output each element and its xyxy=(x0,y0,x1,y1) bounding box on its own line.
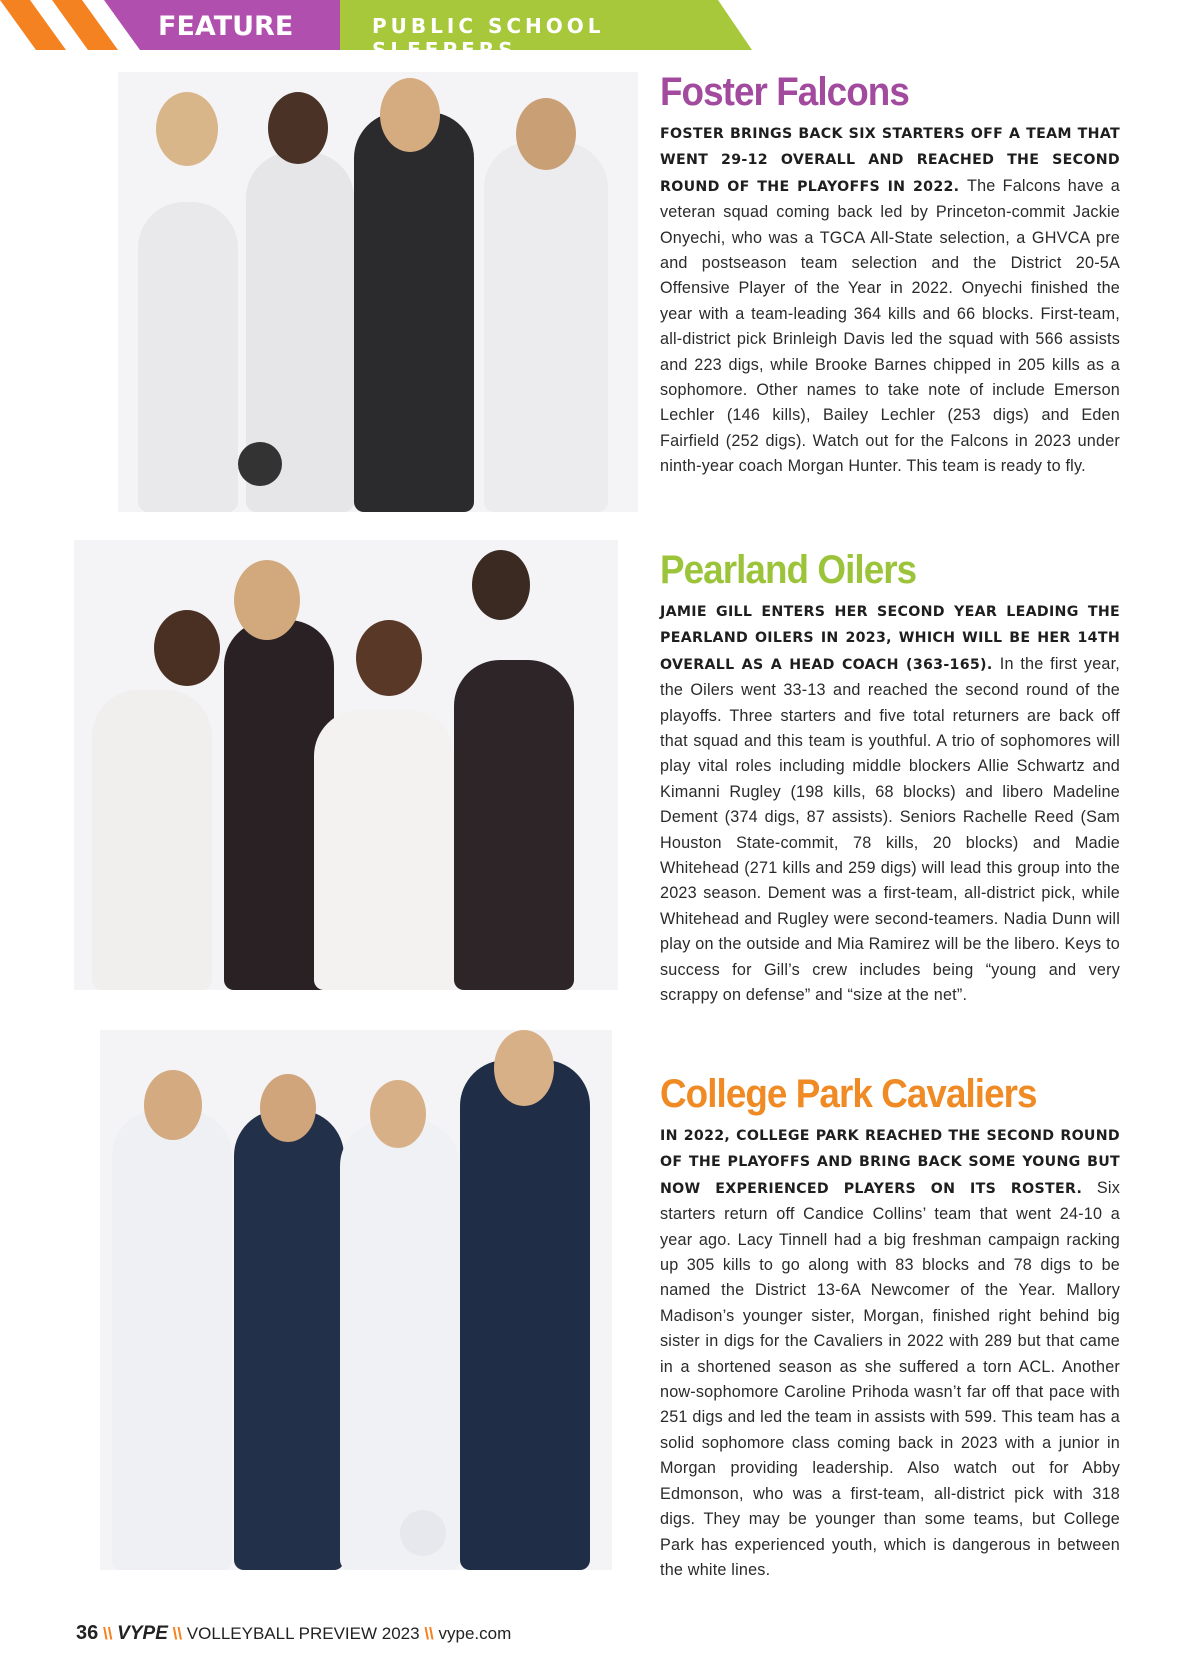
article-title: Pearland Oilers xyxy=(660,548,917,592)
article-body: In the first year, the Oilers went 33-13 and reached the second round of the playoffs. Three starters and five total returners are back off that squad and this team is youthful. A trio of sophomores will play vital roles including middle blockers Allie Schwartz and Kimanni Rugley (198 kills, 68 blocks) and libero Madeline Dement (374 digs, 87 assists). Seniors Rachelle Reed (Sam Houston State-commit, 78 kills, 20 blocks) and Madie Whitehead (271 kills and 259 digs) will lead this group into the 2023 season. Dement was a first-team, all-district pick, while Whitehead and Rugley were second-teamers. Nadia Dunn will play on the outside and Mia Ramirez will be the libero. Keys to success for Gill’s crew includes being “young and very scrappy on defense” and “size at the net”. xyxy=(660,654,1121,1005)
section-subtitle: PUBLIC SCHOOL SLEEPERS xyxy=(372,14,605,62)
section-header xyxy=(0,0,760,62)
footer-separator: \\ xyxy=(102,1624,113,1643)
publication-name: VOLLEYBALL PREVIEW 2023 xyxy=(186,1624,420,1643)
article-title: Foster Falcons xyxy=(660,70,909,114)
brand-logo: VYPE xyxy=(117,1623,168,1644)
article-text xyxy=(660,1123,1120,1583)
article-foster-falcons xyxy=(660,70,1120,480)
team-photo-foster xyxy=(118,72,638,512)
section-label: FEATURE xyxy=(158,11,294,42)
article-body: The Falcons have a veteran squad coming back led by Princeton-commit Jackie Onyechi, who was a TGCA All-State selection, a GHVCA pre and postseason team selection and the District 20-5A Offensive Player of the Year in 2022. Onyechi finished the year with a team-leading 364 kills and 66 blocks. First-team, all-district pick Brinleigh Davis led the squad with 566 assists and 223 digs, while Brooke Barnes chipped in 205 kills as a sophomore. Other names to take note of include Emerson Lechler (146 kills), Bailey Lechler (253 digs) and Eden Fairfield (252 digs). Watch out for the Falcons in 2023 under ninth-year coach Morgan Hunter. This team is ready to fly. xyxy=(660,176,1120,476)
article-text xyxy=(660,121,1120,480)
footer-separator: \\ xyxy=(424,1624,434,1643)
article-text xyxy=(660,599,1120,1009)
article-lead: JAMIE GILL ENTERS HER SECOND YEAR LEADING THE PEARLAND OILERS IN 2023, WHICH WILL BE HER 14TH OVERALL AS A HEAD COACH (363-165). xyxy=(660,604,1120,673)
article-body: Six starters return off Candice Collins’ team that went 24-10 a year ago. Lacy Tinnell had a big freshman campaign racking up 305 kills to go along with 83 blocks and 78 digs to be named the District 13-6A Newcomer of the Year. Mallory Madison’s younger sister, Morgan, finished right behind big sister in digs for the Cavaliers in 2022 with 289 but that came in a shortened season as she suffered a torn ACL. Another now-sophomore Caroline Prihoda wasn’t far off that pace with 251 digs and led the team in assists with 599. This team has a solid sophomore class coming back in 2023 with a junior in Morgan providing leadership. Also watch out for Abby Edmonson, who was a first-team, all-district pick with 318 digs. They may be younger than some teams, but College Park has experienced youth, which is dangerous in between the white lines. xyxy=(660,1178,1120,1579)
article-lead: FOSTER BRINGS BACK SIX STARTERS OFF A TEAM THAT WENT 29-12 OVERALL AND REACHED THE SECOND ROUND OF THE PLAYOFFS IN 2022. xyxy=(660,126,1120,195)
article-title: College Park Cavaliers xyxy=(660,1072,1037,1116)
article-pearland-oilers xyxy=(660,548,1120,1009)
page-number: 36 xyxy=(76,1622,99,1644)
team-photo-pearland xyxy=(74,540,618,990)
site-link[interactable]: vype.com xyxy=(438,1624,512,1643)
article-college-park-cavaliers xyxy=(660,1072,1120,1583)
page-footer xyxy=(76,1622,511,1645)
article-lead: IN 2022, COLLEGE PARK REACHED THE SECOND ROUND OF THE PLAYOFFS AND BRING BACK SOME YOUNG BUT NOW EXPERIENCED PLAYERS ON ITS ROSTER. xyxy=(660,1128,1120,1197)
team-photo-college-park xyxy=(100,1030,612,1570)
footer-separator: \\ xyxy=(172,1624,183,1643)
